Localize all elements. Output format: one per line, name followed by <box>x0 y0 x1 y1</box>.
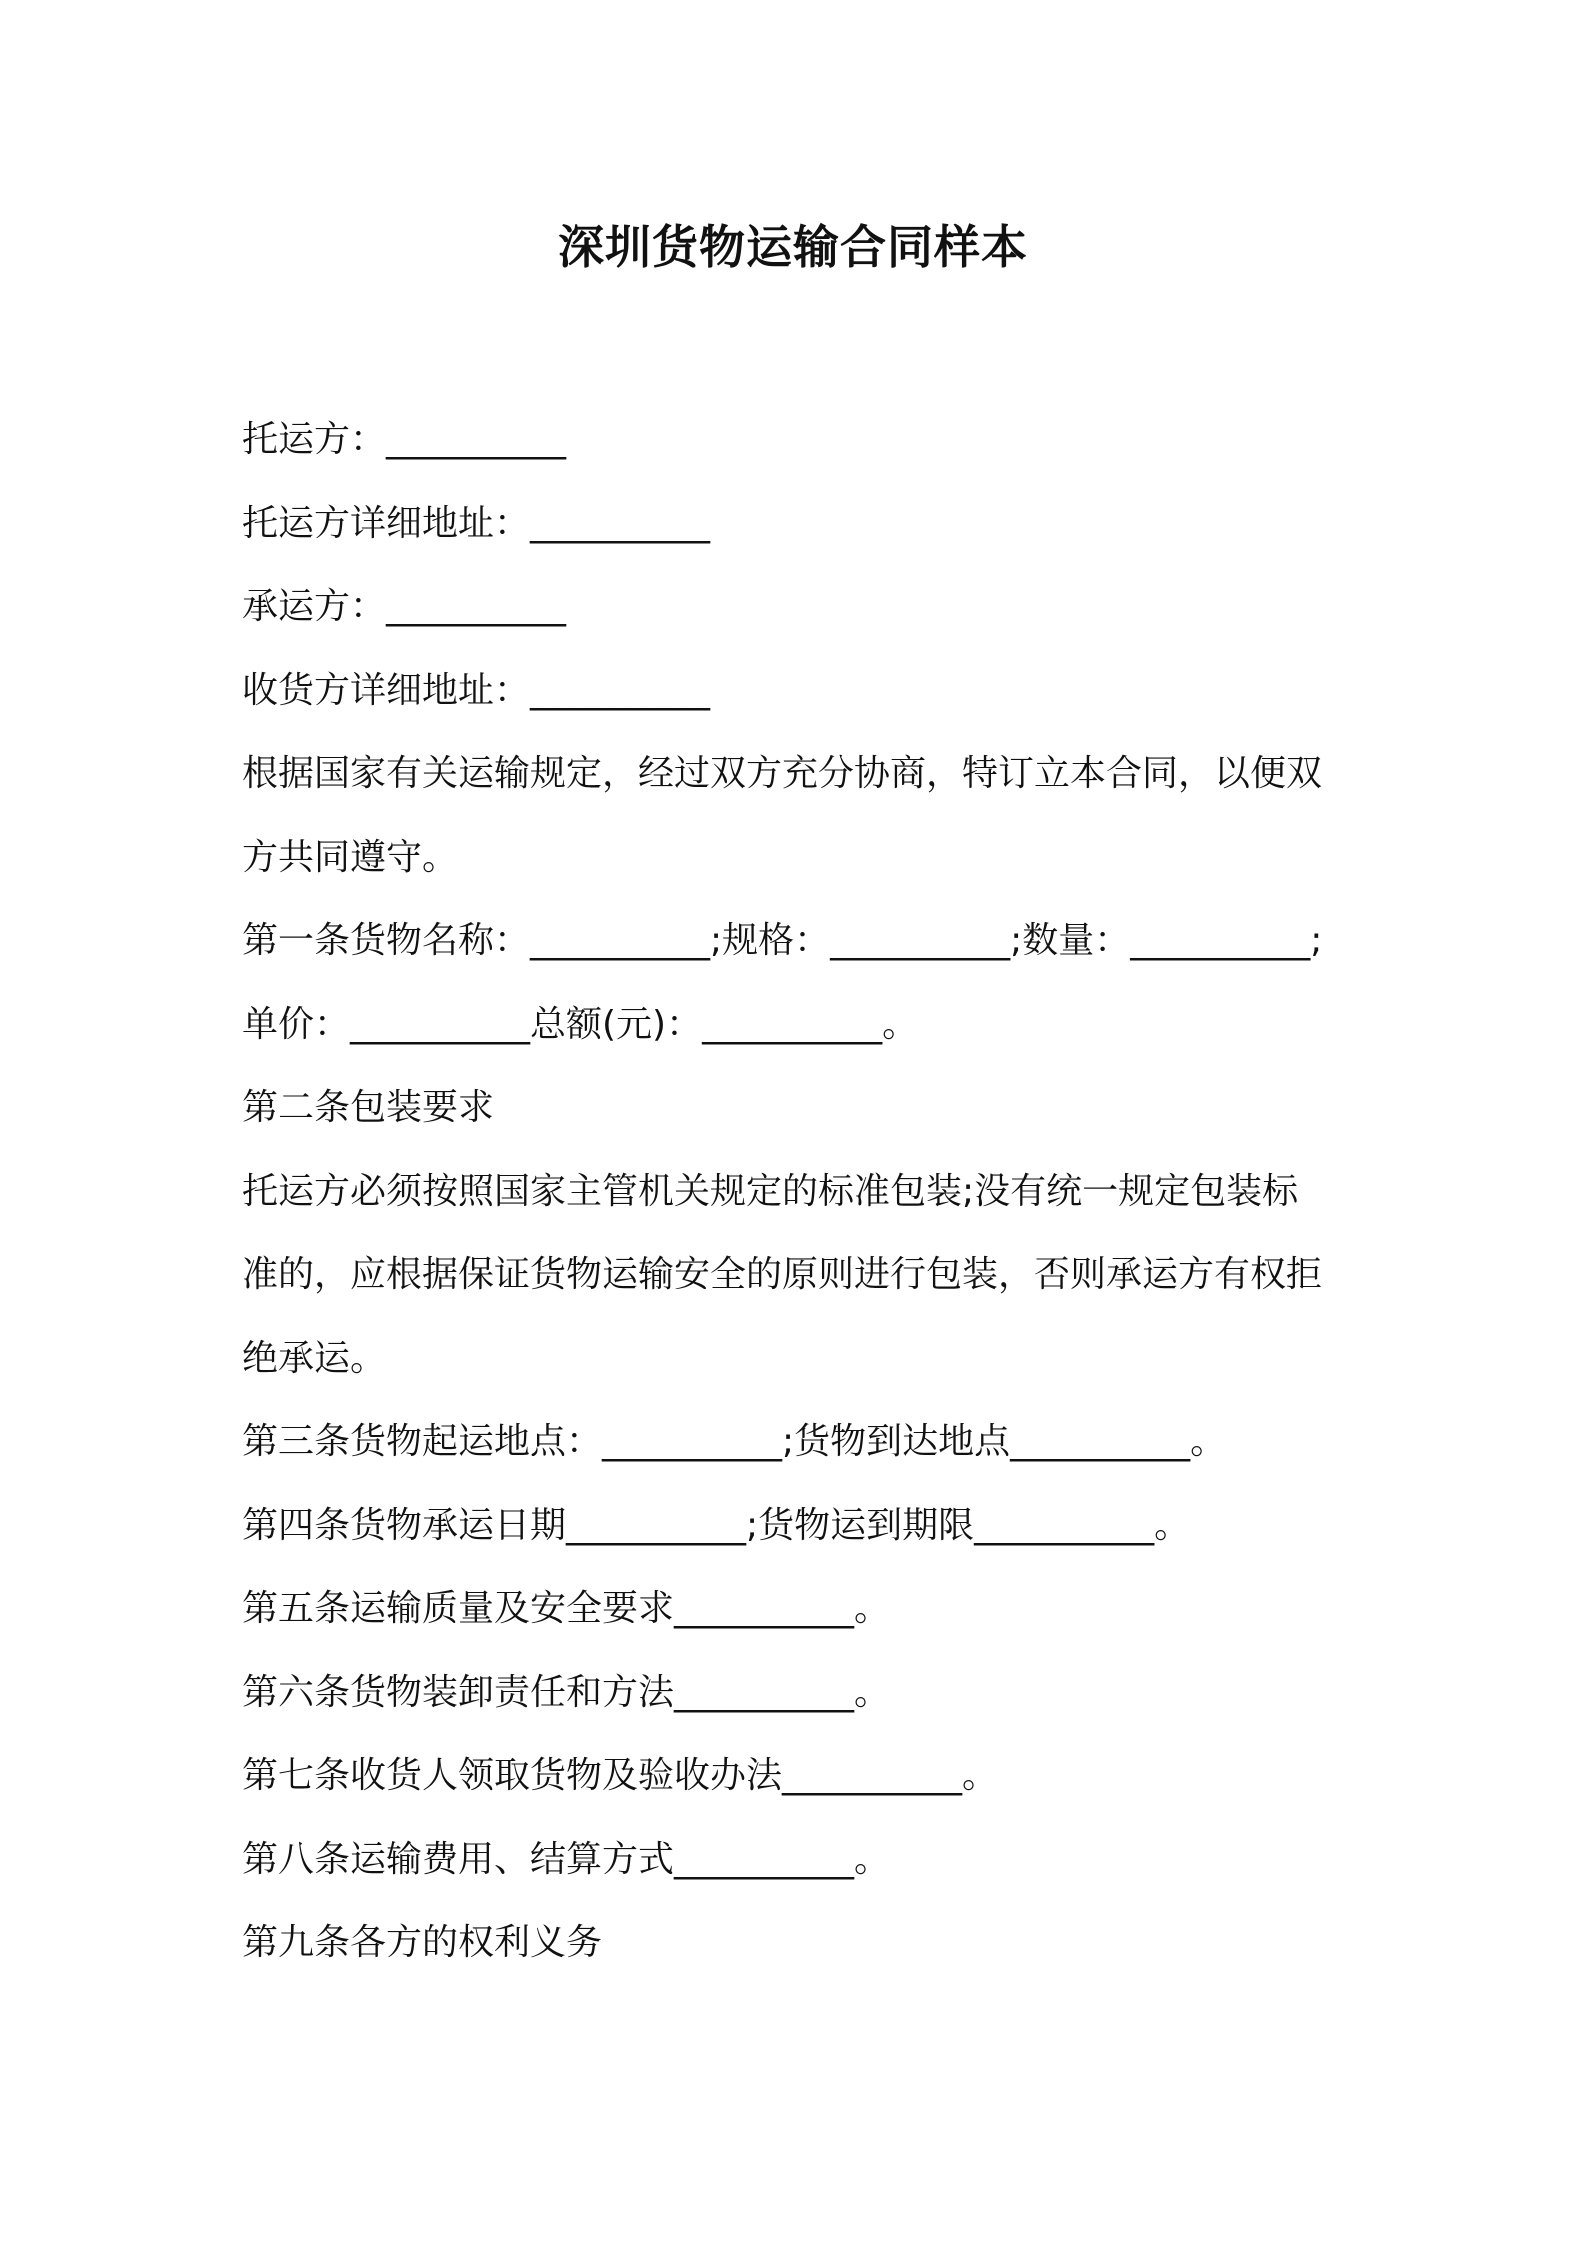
document-title: 深圳货物运输合同样本 <box>558 220 1028 274</box>
line-article-1a: 第一条货物名称：__________;规格：__________;数量：__________; <box>242 920 1323 961</box>
line-article-6: 第六条货物装卸责任和方法__________。 <box>242 1671 891 1713</box>
line-consignor-address: 托运方详细地址：__________ <box>242 502 711 544</box>
line-article-1b: 单价：__________总额(元)：__________。 <box>242 1003 919 1045</box>
line-article-9: 第九条各方的权利义务 <box>242 1922 603 1963</box>
line-article-2-text-1: 托运方必须按照国家主管机关规定的标准包装;没有统一规定包装标 <box>242 1170 1299 1212</box>
line-consignor: 托运方：__________ <box>242 419 567 460</box>
line-article-4: 第四条货物承运日期__________;货物运到期限__________。 <box>242 1504 1191 1546</box>
line-article-3: 第三条货物起运地点：__________;货物到达地点__________。 <box>242 1421 1227 1462</box>
line-article-8: 第八条运输费用、结算方式__________。 <box>242 1838 891 1880</box>
line-preamble-2: 方共同遵守。 <box>242 836 459 878</box>
line-article-2-text-3: 绝承运。 <box>242 1337 387 1379</box>
line-article-7: 第七条收货人领取货物及验收办法__________。 <box>242 1755 999 1796</box>
line-carrier: 承运方：__________ <box>242 586 567 627</box>
line-article-2-heading: 第二条包装要求 <box>242 1087 495 1128</box>
document-body <box>242 398 1362 1985</box>
line-consignee-address: 收货方详细地址：__________ <box>242 669 711 711</box>
line-preamble-1: 根据国家有关运输规定，经过双方充分协商，特订立本合同，以便双 <box>242 753 1323 794</box>
line-article-2-text-2: 准的，应根据保证货物运输安全的原则进行包装，否则承运方有权拒 <box>242 1254 1323 1295</box>
line-article-5: 第五条运输质量及安全要求__________。 <box>242 1588 891 1629</box>
